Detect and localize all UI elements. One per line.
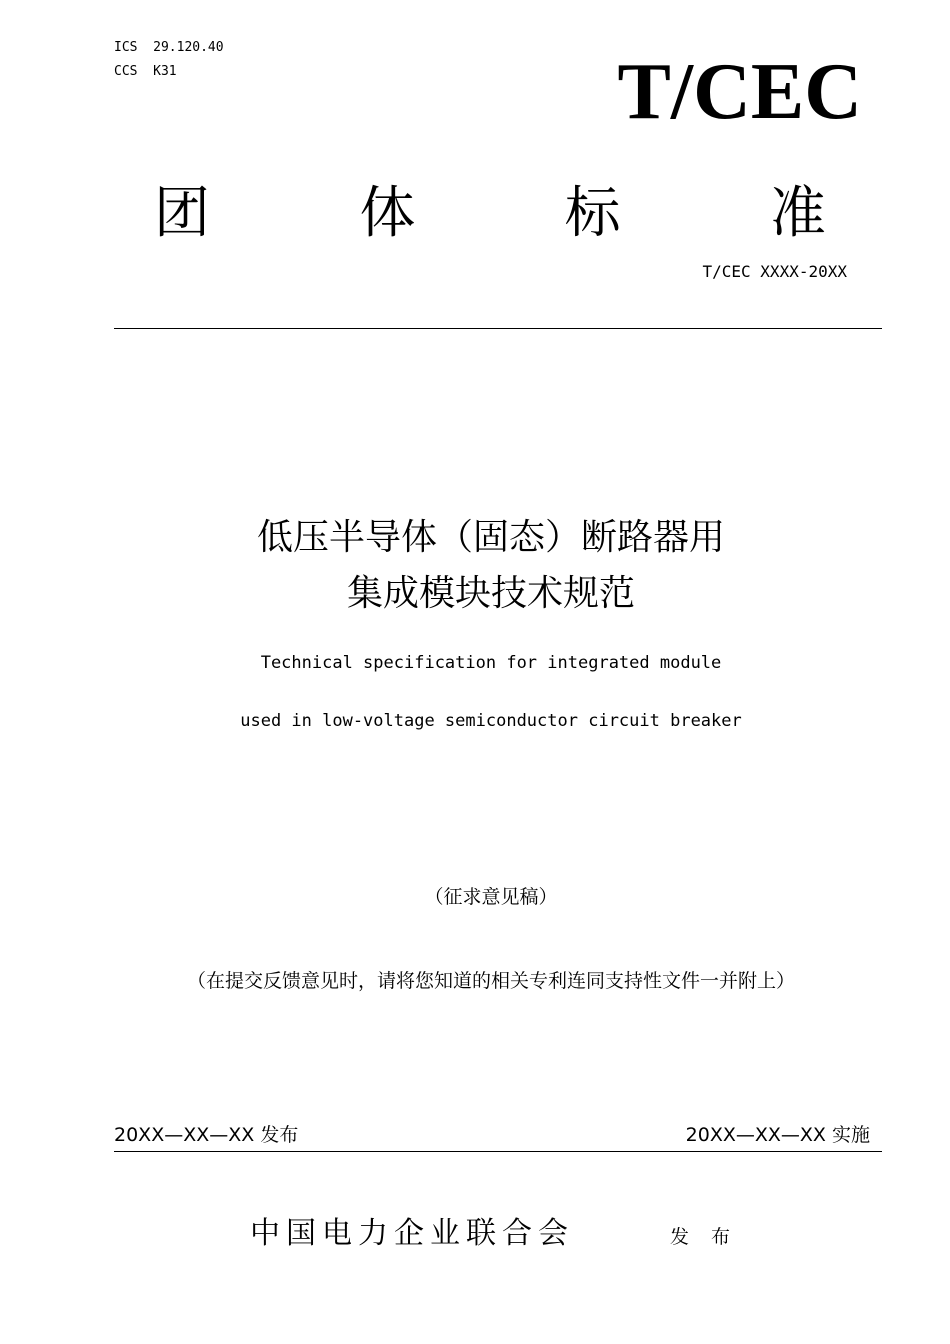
ics-code: ICS 29.120.40 [114,40,224,55]
standard-type-char: 体 [359,181,416,246]
patent-note: （在提交反馈意见时，请将您知道的相关专利连同支持性文件一并附上） [186,970,795,992]
chinese-title-line-2: 集成模块技术规范 [346,573,635,614]
english-title-line-1: Technical specification for integrated module [260,653,722,673]
standard-type-heading [130,181,850,246]
ccs-code: CCS K31 [114,64,177,79]
top-divider [114,328,882,329]
draft-label: （征求意见稿） [424,886,558,908]
publish-label: 发 布 [670,1226,739,1248]
standard-type-char: 团 [154,181,210,246]
tcec-logo: T/CEC [617,48,862,136]
bottom-divider [114,1151,882,1152]
implementation-date: 20XX—XX—XX 实施 [685,1124,870,1146]
issue-date: 20XX—XX—XX 发布 [114,1124,299,1146]
english-title-line-2: used in low-voltage semiconductor circuit breaker [240,711,742,731]
publisher-name: 中国电力企业联合会 [250,1216,574,1251]
standard-number: T/CEC XXXX-20XX [702,262,847,281]
standard-type-char: 标 [564,181,621,246]
standard-type-char: 准 [769,181,826,246]
chinese-title-line-1: 低压半导体（固态）断路器用 [256,517,725,558]
